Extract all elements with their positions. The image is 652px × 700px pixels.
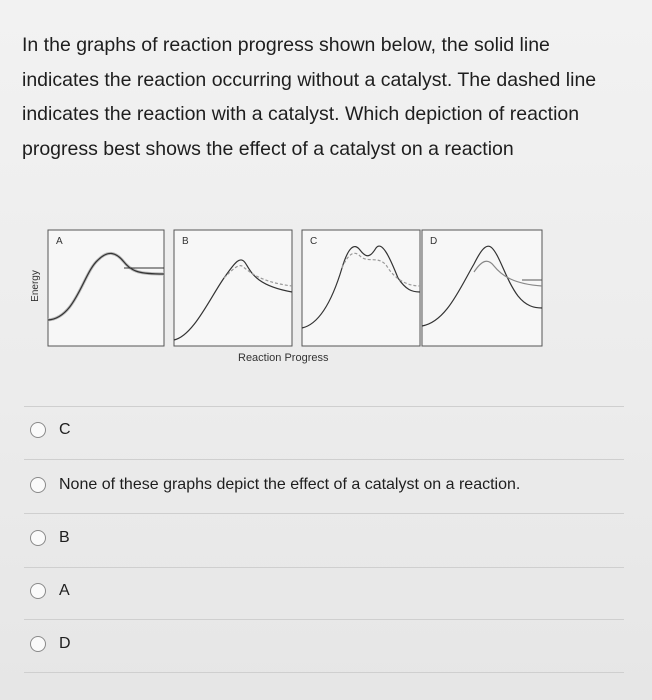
divider	[24, 619, 624, 620]
option-label: B	[59, 529, 70, 546]
y-axis-label: Energy	[30, 270, 41, 302]
radio-button[interactable]	[30, 477, 46, 493]
panel-d-frame	[422, 230, 542, 346]
divider	[24, 513, 624, 514]
panel-d	[422, 230, 542, 346]
panel-b-label: B	[182, 236, 189, 247]
panel-b	[174, 230, 292, 346]
reaction-graphs-svg	[28, 228, 548, 353]
answer-option-a[interactable]	[30, 578, 630, 604]
panel-a-frame	[48, 230, 164, 346]
reaction-graphs-figure	[28, 228, 548, 353]
option-label: None of these graphs depict the effect of a catalyst on a reaction.	[59, 476, 521, 493]
divider	[24, 567, 624, 568]
panel-a	[48, 230, 164, 346]
radio-button[interactable]	[30, 422, 46, 438]
radio-button[interactable]	[30, 530, 46, 546]
radio-button[interactable]	[30, 636, 46, 652]
question-text: In the graphs of reaction progress shown below, the solid line indicates the reaction occurring without a catalyst. The dashed line indicates the reaction with a catalyst. Which depiction of reaction progress best shows the effect of a catalyst on a reaction	[22, 34, 597, 160]
panel-c-label: C	[310, 236, 318, 247]
radio-button[interactable]	[30, 583, 46, 599]
option-label: D	[59, 635, 71, 652]
option-label: A	[59, 582, 70, 599]
divider	[24, 459, 624, 460]
answer-option-b[interactable]	[30, 525, 630, 551]
option-label: C	[59, 421, 71, 438]
divider	[24, 672, 624, 673]
divider	[24, 406, 624, 407]
panel-a-label: A	[56, 236, 63, 247]
x-axis-label: Reaction Progress	[238, 352, 329, 364]
panel-c-frame	[302, 230, 420, 346]
answer-option-none[interactable]	[30, 472, 630, 498]
panel-c	[302, 230, 420, 346]
panel-d-label: D	[430, 236, 438, 247]
answer-option-d[interactable]	[30, 631, 630, 657]
answer-option-c[interactable]	[30, 417, 630, 443]
